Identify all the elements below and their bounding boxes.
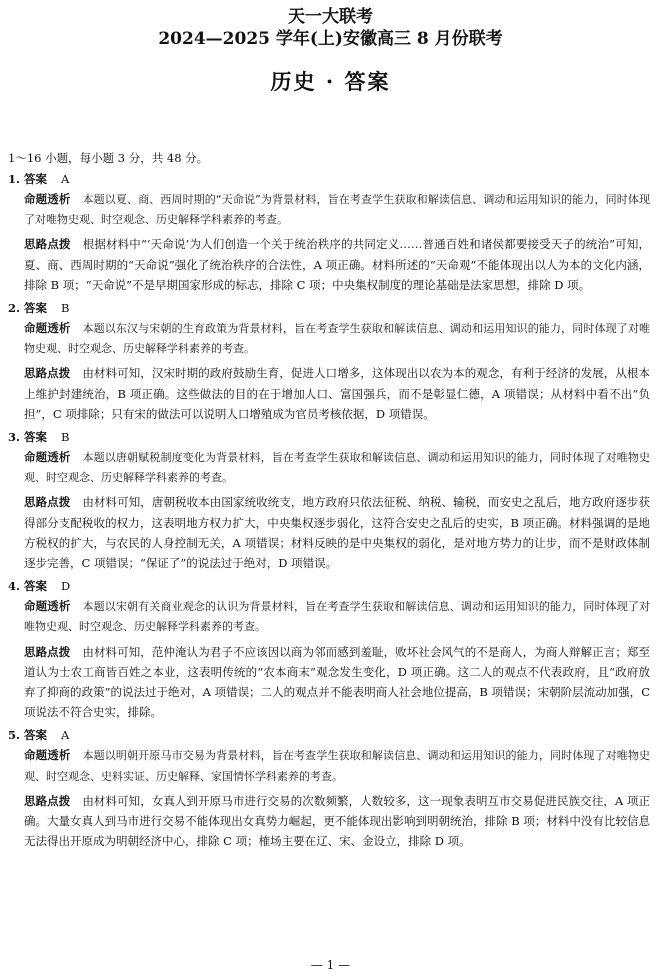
analysis-label: 命题透析: [24, 192, 71, 206]
answer-value: B: [61, 430, 70, 445]
explanation-paragraph: [8, 492, 650, 573]
analysis-label: 命题透析: [24, 748, 71, 763]
answer-value: D: [61, 579, 71, 594]
answer-label: 答案: [24, 301, 48, 316]
explanation-paragraph: [8, 642, 650, 723]
explanation-label: 思路点拨: [24, 495, 71, 510]
question-header: [8, 577, 650, 596]
question-header: [8, 428, 650, 447]
analysis-text: 本题以唐朝赋税制度变化为背景材料，旨在考查学生获取和解读信息、调动和运用知识的能力，同时体现了对唯物史观、时空观念、历史解释学科素养的考查。: [24, 451, 651, 485]
answer-label: 答案: [24, 579, 48, 594]
answer-label: 答案: [24, 172, 48, 186]
explanation-label: 思路点拨: [24, 237, 71, 252]
analysis-text: 本题以宋朝有关商业观念的认识为背景材料，旨在考查学生获取和解读信息、调动和运用知识的能力，同时体现了对唯物史观、时空观念、历史解释学科素养的考查。: [24, 600, 651, 634]
page-number: — 1 —: [310, 958, 351, 972]
question-number: 2.: [8, 301, 21, 316]
analysis-paragraph: [8, 318, 650, 359]
subject-title: 历史 · 答案: [270, 69, 391, 94]
scoring-intro: 1～16 小题，每小题 3 分，共 48 分。: [8, 151, 209, 165]
analysis-text: 本题以东汉与宋朝的生育政策为背景材料，旨在考查学生获取和解读信息、调动和运用知识的能力，同时体现了对唯物史观、时空观念、历史解释学科素养的考查。: [24, 322, 651, 356]
question-block: [8, 428, 650, 573]
explanation-text: 由材料可知，唐朝税收本由国家统收统支，地方政府只依法征税、纳税、输税，而安史之乱后，地方政府逐步获得部分支配税收的权力，这表明地方权力扩大，中央集权逐步弱化，这符合安史之乱后的史实，B 项正确。材料强调的是地方税权的扩大，与农民的人身控制无关，A 项错误；材料反映的是中央集权的弱化，是对地方势力的让步，而不是财政体制逐步完善，C 项错误；“保证了”的说法过于绝对，D 项错误。: [24, 495, 651, 571]
analysis-paragraph: [8, 745, 650, 786]
analysis-text: 本题以明朝开原马市交易为背景材料，旨在考查学生获取和解读信息、调动和运用知识的能力，同时体现了对唯物史观、时空观念、史料实证、历史解释、家国情怀学科素养的考查。: [24, 749, 651, 783]
question-header: [8, 170, 650, 189]
answer-label: 答案: [24, 430, 48, 445]
question-number: 4.: [8, 579, 21, 594]
analysis-text: 本题以夏、商、西周时期的“天命说”为背景材料，旨在考查学生获取和解读信息、调动和运用知识的能力，同时体现了对唯物史观、时空观念、历史解释学科素养的考查。: [24, 193, 650, 227]
explanation-paragraph: [8, 234, 650, 295]
question-header: [8, 726, 650, 745]
question-number: 1.: [8, 172, 21, 186]
exam-name-title: 2024—2025 学年(上)安徽高三 8 月份联考: [158, 29, 503, 49]
answer-value: A: [61, 172, 70, 186]
analysis-label: 命题透析: [24, 450, 71, 465]
answer-value: A: [61, 728, 70, 743]
question-number: 3.: [8, 430, 21, 445]
answer-value: B: [61, 301, 70, 316]
question-block: [8, 726, 650, 851]
exam-org-title: 天一大联考: [288, 7, 373, 27]
questions-list: [8, 170, 650, 855]
explanation-label: 思路点拨: [24, 793, 71, 808]
analysis-paragraph: [8, 596, 650, 637]
question-number: 5.: [8, 728, 21, 743]
explanation-label: 思路点拨: [24, 644, 71, 659]
explanation-text: 由材料可知，汉宋时期的政府鼓励生育，促进人口增多，这体现出以农为本的观念，有利于经济的发展，从根本上维护封建统治，B 项正确。这些做法的目的在于增加人口、富国强兵，而不是彰显仁德，A 项错误；从材料中看不出“负担”，C 项排除；只有宋的做法可以说明人口增殖成为官员考核依据，D 项错误。: [24, 366, 651, 421]
explanation-paragraph: [8, 363, 650, 424]
answer-label: 答案: [24, 728, 48, 743]
question-block: [8, 577, 650, 722]
explanation-label: 思路点拨: [24, 366, 71, 381]
question-block: [8, 170, 650, 295]
explanation-text: 由材料可知，范仲淹认为君子不应该因以商为邻而感到羞耻，败坏社会风气的不是商人，为商人辩解正言；郑至道认为士农工商皆百姓之本业，这表明传统的“农本商末”观念发生变化，D 项正确。这二人的观点不代表政府，且“政府放弃了抑商的政策”的说法过于绝对，A 项错误；二人的观点并不能表明商人社会地位提高，B 项错误；宋朝阶层流动加强，C 项说法不符合史实，排除。: [24, 644, 651, 720]
analysis-label: 命题透析: [24, 321, 71, 336]
analysis-paragraph: [8, 189, 650, 230]
question-block: [8, 299, 650, 424]
explanation-paragraph: [8, 791, 650, 852]
explanation-text: 根据材料中“‘天命说’为人们创造一个关于统治秩序的共同定义……普通百姓和诸侯都要接受天子的统治”可知，夏、商、西周时期的“天命说”强化了统治秩序的合法性，A 项正确。材料所述的“天命观”不能体现出以人为本的文化内涵，排除 B 项；“天命说”不是早期国家形成的标志，排除 C 项；中央集权制度的理论基础是法家思想，排除 D 项。: [24, 237, 650, 292]
analysis-paragraph: [8, 447, 650, 488]
analysis-label: 命题透析: [24, 599, 71, 614]
explanation-text: 由材料可知，女真人到开原马市进行交易的次数频繁，人数较多，这一现象表明互市交易促进民族交往，A 项正确。大量女真人到马市进行交易不能体现出女真势力崛起，更不能体现出影响到明朝统治，排除 B 项；材料中没有比较信息无法得出开原成为明朝经济中心，排除 C 项；榷场主要在辽、宋、金设立，排除 D 项。: [24, 793, 650, 849]
question-header: [8, 299, 650, 318]
